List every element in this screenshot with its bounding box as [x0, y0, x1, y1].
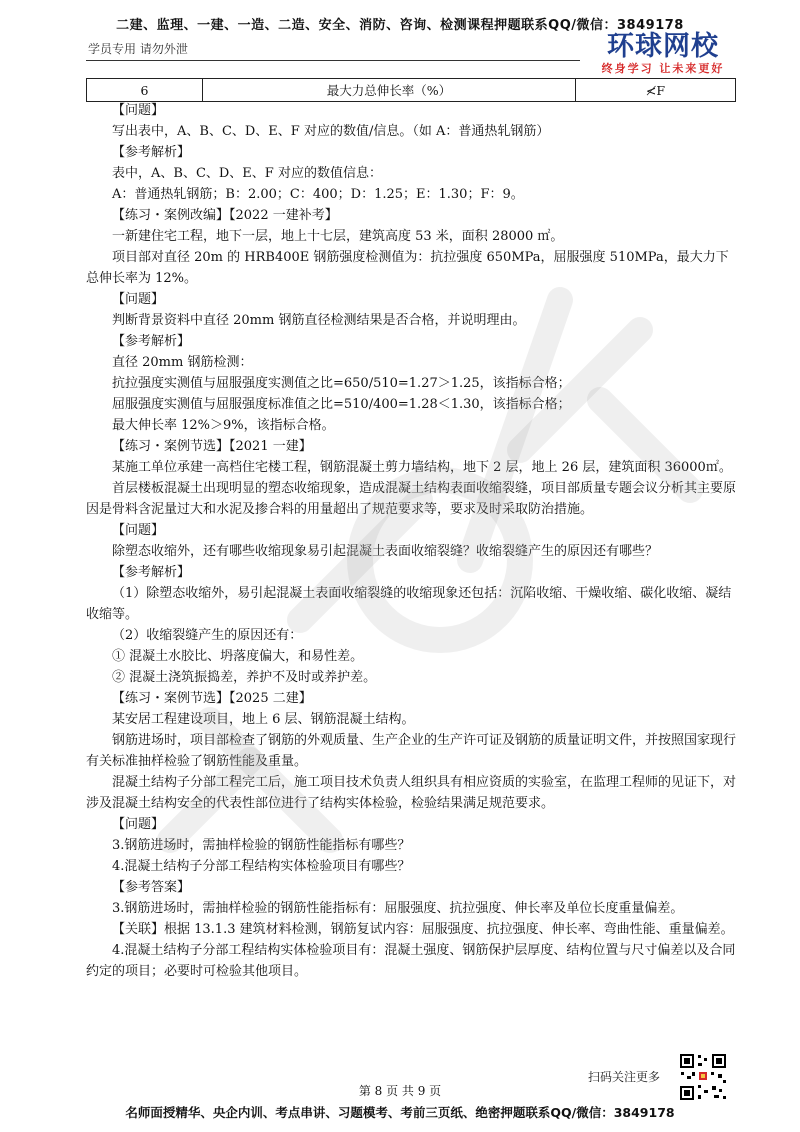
paragraph: 项目部对直径 20m 的 HRB400E 钢筋强度检测值为：抗拉强度 650MPa，屈服强度 510MPa，最大力下总伸长率为 12%。: [86, 250, 729, 286]
paragraph: 某安居工程建设项目，地上 6 层、钢筋混凝土结构。: [112, 712, 415, 727]
header-rule: [86, 60, 580, 61]
paragraph: 4.混凝土结构子分部工程结构实体检验项目有：混凝土强度、钢筋保护层厚度、结构位置与尺寸偏差以及合同约定的项目；必要时可检验其他项目。: [86, 943, 736, 979]
paragraph: 【参考答案】: [112, 880, 191, 895]
spec-table: [86, 78, 736, 102]
paragraph: 钢筋进场时，项目部检查了钢筋的外观质量、生产企业的生产许可证及钢筋的质量证明文件，并按照国家现行有关标准抽样检验了钢筋性能及重量。: [86, 733, 737, 769]
paragraph: 【问题】: [112, 103, 165, 118]
paragraph: 屈服强度实测值与屈服强度标准值之比=510/400=1.28＜1.30，该指标合格；: [112, 397, 571, 412]
paragraph: 3.钢筋进场时，需抽样检验的钢筋性能指标有哪些？: [112, 838, 411, 853]
paragraph: 【问题】: [112, 292, 165, 307]
page-number: 第 8 页 共 9 页: [358, 1084, 442, 1098]
paragraph: 【练习・案例改编】【2022 一建补考】: [112, 208, 338, 223]
paragraph: 【参考解析】: [112, 334, 191, 349]
paragraph: （2）收缩裂缝产生的原因还有：: [112, 628, 303, 643]
paragraph: 【参考解析】: [112, 565, 191, 580]
document-body: [86, 100, 736, 982]
footer-banner: 名师面授精华、央企内训、考点串讲、习题模考、考前三页纸、绝密押题联系QQ/微信：3849178: [125, 1105, 675, 1120]
paragraph: 判断背景资料中直径 20mm 钢筋直径检测结果是否合格，并说明理由。: [112, 313, 526, 328]
logo-slogan: 终身学习 让未来更好: [601, 62, 725, 75]
table-cell-item: 最大力总伸长率（%）: [203, 79, 576, 102]
paragraph: 最大伸长率 12%＞9%，该指标合格。: [112, 418, 335, 433]
header-banner: 二建、监理、一建、一造、二造、安全、消防、咨询、检测课程押题联系QQ/微信：3849178: [116, 18, 684, 33]
paragraph: 写出表中，A、B、C、D、E、F 对应的数值/信息。（如 A：普通热轧钢筋）: [112, 124, 550, 139]
logo-text: 环球网校: [607, 31, 719, 62]
table-row: [87, 79, 736, 102]
paragraph: 【练习・案例节选】【2021 一建】: [112, 439, 312, 454]
paragraph: 除塑态收缩外，还有哪些收缩现象易引起混凝土表面收缩裂缝？收缩裂缝产生的原因还有哪些？: [112, 544, 659, 559]
paragraph: 一新建住宅工程，地下一层，地上十七层，建筑高度 53 米，面积 28000 ㎡。: [112, 229, 564, 244]
paragraph: 3.钢筋进场时，需抽样检验的钢筋性能指标有：屈服强度、抗拉强度、伸长率及单位长度重量偏差。: [112, 901, 684, 916]
paragraph: ① 混凝土水胶比、坍落度偏大，和易性差。: [112, 649, 364, 664]
paragraph: A：普通热轧钢筋；B：2.00；C：400；D：1.25；E：1.30；F：9。: [112, 187, 524, 202]
table-cell-value: ≮F: [576, 79, 736, 102]
scan-prompt: 扫码关注更多: [588, 1070, 661, 1084]
paragraph: 【练习・案例节选】【2025 二建】: [112, 691, 312, 706]
paragraph: 表中，A、B、C、D、E、F 对应的数值信息：: [112, 166, 382, 181]
paragraph: 【问题】: [112, 523, 165, 538]
paragraph: 某施工单位承建一高档住宅楼工程，钢筋混凝土剪力墙结构，地下 2 层，地上 26 层，建筑面积 36000㎡。: [112, 460, 732, 475]
paragraph: 抗拉强度实测值与屈服强度实测值之比=650/510=1.27＞1.25，该指标合格；: [112, 376, 571, 391]
student-only-tag: 学员专用 请勿外泄: [88, 42, 188, 56]
paragraph: 【参考解析】: [112, 145, 191, 160]
paragraph: 混凝土结构子分部工程完工后，施工项目技术负责人组织具有相应资质的实验室，在监理工程师的见证下，对涉及混凝土结构安全的代表性部位进行了结构实体检验，检验结果满足规范要求。: [86, 775, 737, 811]
paragraph: （1）除塑态收缩外，易引起混凝土表面收缩裂缝的收缩现象还包括：沉陷收缩、干燥收缩、碳化收缩、凝结收缩等。: [86, 586, 732, 622]
paragraph: 【问题】: [112, 817, 165, 832]
paragraph: 【关联】根据 13.1.3 建筑材料检测，钢筋复试内容：屈服强度、抗拉强度、伸长率、弯曲性能、重量偏差。: [112, 922, 734, 937]
paragraph: 直径 20mm 钢筋检测：: [112, 355, 253, 370]
paragraph: 首层楼板混凝土出现明显的塑态收缩现象，造成混凝土结构表面收缩裂缝，项目部质量专题会议分析其主要原因是骨料含泥量过大和水泥及掺合料的用量超出了规范要求等，要求及时采取防治措施。: [86, 481, 737, 517]
paragraph: ② 混凝土浇筑振捣差，养护不及时或养护差。: [112, 670, 377, 685]
brand-logo: [588, 32, 738, 76]
paragraph: 4.混凝土结构子分部工程结构实体检验项目有哪些？: [112, 859, 411, 874]
table-cell-no: 6: [87, 79, 203, 102]
